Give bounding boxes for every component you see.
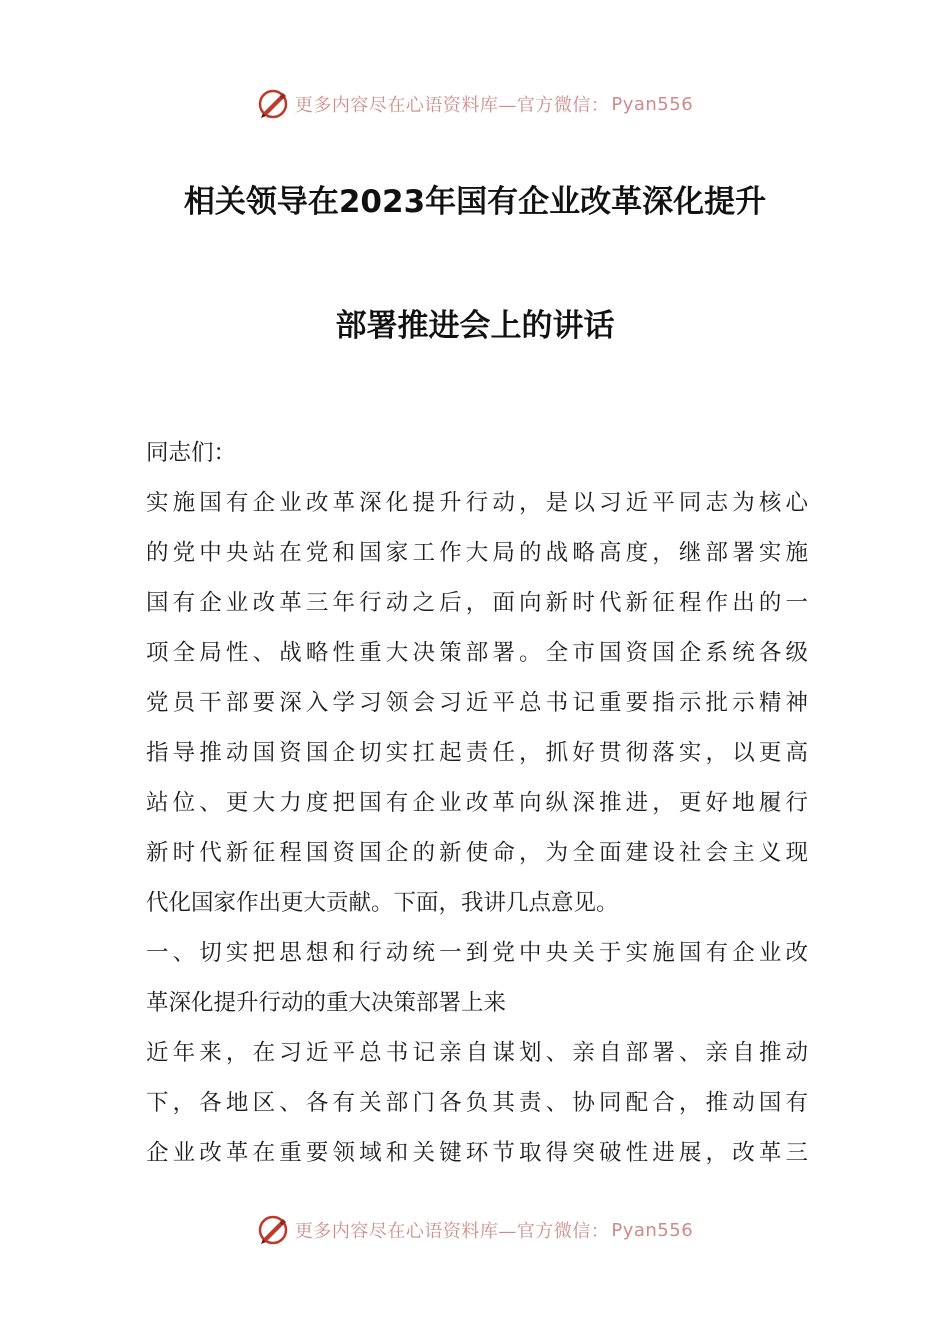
body-line: 国有企业改革三年行动之后，面向新时代新征程作出的一 <box>146 590 808 616</box>
body-line: 下，各地区、各有关部门各负其责、协同配合，推动国有 <box>146 1090 808 1116</box>
section-heading: 一、切实把思想和行动统一到党中央关于实施国有企业改 <box>146 940 808 966</box>
document-title-line-2: 部署推进会上的讲话 <box>335 308 615 344</box>
watermark-text: 更多内容尽在心语资料库—官方微信： <box>294 1221 610 1242</box>
body-line: 新时代新征程国资国企的新使命，为全面建设社会主义现 <box>146 840 808 866</box>
watermark-banner-bottom <box>0 1210 950 1250</box>
watermark-banner-top <box>0 84 950 124</box>
body-line: 企业改革在重要领域和关键环节取得突破性进展，改革三 <box>146 1140 808 1166</box>
body-line: 实施国有企业改革深化提升行动，是以习近平同志为核心 <box>146 490 808 516</box>
body-line: 近年来，在习近平总书记亲自谋划、亲自部署、亲自推动 <box>146 1040 808 1066</box>
pen-logo-icon <box>257 1214 289 1246</box>
document-title-line-1: 相关领导在2023年国有企业改革深化提升 <box>183 184 767 220</box>
watermark-id: Pyan556 <box>611 1219 694 1241</box>
body-line: 的党中央站在党和国家工作大局的战略高度，继部署实施 <box>146 540 808 566</box>
pen-logo-icon <box>257 88 289 120</box>
watermark-id: Pyan556 <box>611 93 694 115</box>
section-heading: 革深化提升行动的重大决策部署上来 <box>146 990 507 1016</box>
watermark-text: 更多内容尽在心语资料库—官方微信： <box>294 95 610 116</box>
document-body <box>146 428 808 1178</box>
body-line: 项全局性、战略性重大决策部署。全市国资国企系统各级 <box>146 640 808 666</box>
body-line: 指导推动国资国企切实扛起责任，抓好贯彻落实，以更高 <box>146 740 808 766</box>
body-line: 站位、更大力度把国有企业改革向纵深推进，更好地履行 <box>146 790 808 816</box>
body-line: 党员干部要深入学习领会习近平总书记重要指示批示精神 <box>146 690 808 716</box>
greeting: 同志们： <box>146 440 237 466</box>
body-line: 代化国家作出更大贡献。下面，我讲几点意见。 <box>146 890 619 916</box>
